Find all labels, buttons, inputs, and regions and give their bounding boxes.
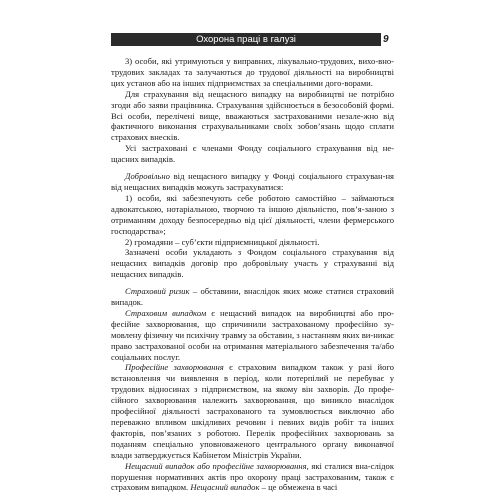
paragraph (111, 237, 394, 248)
running-header-bar (111, 33, 381, 46)
paragraph-text: Усі застраховані є членами Фонду соціального страхування від не-щасних випадків. (111, 143, 394, 165)
paragraph (111, 461, 394, 494)
italic-term: Нещасний випадок (190, 482, 260, 493)
paragraph (111, 143, 394, 165)
italic-term: Професійне захворювання (125, 362, 224, 373)
paragraph (111, 247, 394, 280)
paragraph (111, 286, 394, 308)
italic-term: Страховий ризик (125, 286, 190, 297)
paragraph-text: від нещасного випадку у Фонді соціального страхуван-ня від нещасних випадків можуть застрахуватися: (111, 171, 394, 192)
paragraph (111, 193, 394, 237)
running-header-title: Охорона праці в галузі (196, 34, 296, 45)
body-text (111, 56, 394, 493)
paragraph-text: є страховим випадком також у разі його встановлення чи виявлення в період, коли потерпілий не перебуває у трудових відносинах з підприємством, на якому він захворів. До профе-сійного захворювання належить захворювання, що виникло внаслідок професійної діяльності застрахованого та зумовлюється виключно або переважно впливом шкідливих речовин і певних видів робіт та інших факторів, пов’язаних з роботою. Перелік професійних захворювань за поданням спеціально уповноваженого центрального органу виконавчої влади затверджується Кабінетом Міністрів України. (111, 362, 394, 460)
paragraph-text: 1) особи, які забезпечують себе роботою самостійно – займаються адвокатською, нотаріальною, творчою та іншою діяльністю, пов’я-заною з отриманням доходу безпосередньо від цієї діяльності, члени фермерського господарства»; (111, 192, 394, 236)
paragraph-text: , які сталися вна-слідок порушення нормативних актів про охорону праці застрахованим, також є страховим випадком. (111, 460, 394, 493)
paragraph-text: – це обмежена в часі (259, 482, 338, 493)
paragraph-text: є нещасний випадок на виробництві або про-фесійне захворювання, що спричинили застрахованому професійно зу-мовлену фізичну чи психічну травму за обставин, з настанням яких ви-никає право застрахованої особи на отримання матеріального забезпечення та/або соціальних послуг. (111, 307, 394, 362)
paragraph (111, 362, 394, 460)
page-number: 9 (383, 34, 389, 45)
paragraph (111, 171, 394, 193)
paragraph (111, 89, 394, 144)
paragraph (111, 308, 394, 363)
paragraph (111, 56, 394, 89)
paragraph-text: – обставини, внаслідок яких може статися страховий випадок. (111, 286, 394, 308)
italic-term: Добровільно (125, 171, 170, 182)
paragraph-text: Зазначені особи укладають з Фондом соціального страхування від нещасних випадків договір про добровільну участь у страхуванні від нещасних випадків. (111, 247, 394, 280)
italic-term: Нещасний випадок або професійне захворювання (125, 460, 307, 471)
paragraph-text: 3) особи, які утримуються у виправних, лікувально-трудових, вихо-вно-трудових закладах та залучаються до трудової діяльності на виробництві цих установ або на інших підприємствах за спеціальними дого-ворами. (111, 56, 394, 88)
italic-term: Страховим випадком (125, 307, 207, 318)
paragraph-text: 2) громадяни – суб’єкти підприємницької діяльності. (125, 236, 320, 247)
paragraph-text: Для страхування від нещасного випадку на виробництві не потрібно згоди або заяви працівника. Страхування здійснюється в безособовій формі. Всі особи, перелічені вище, вважаються застрахованими незале-жно від фактичного виконання страхувальниками своїх зобов’язань щодо сплати страхових внесків. (111, 88, 394, 143)
